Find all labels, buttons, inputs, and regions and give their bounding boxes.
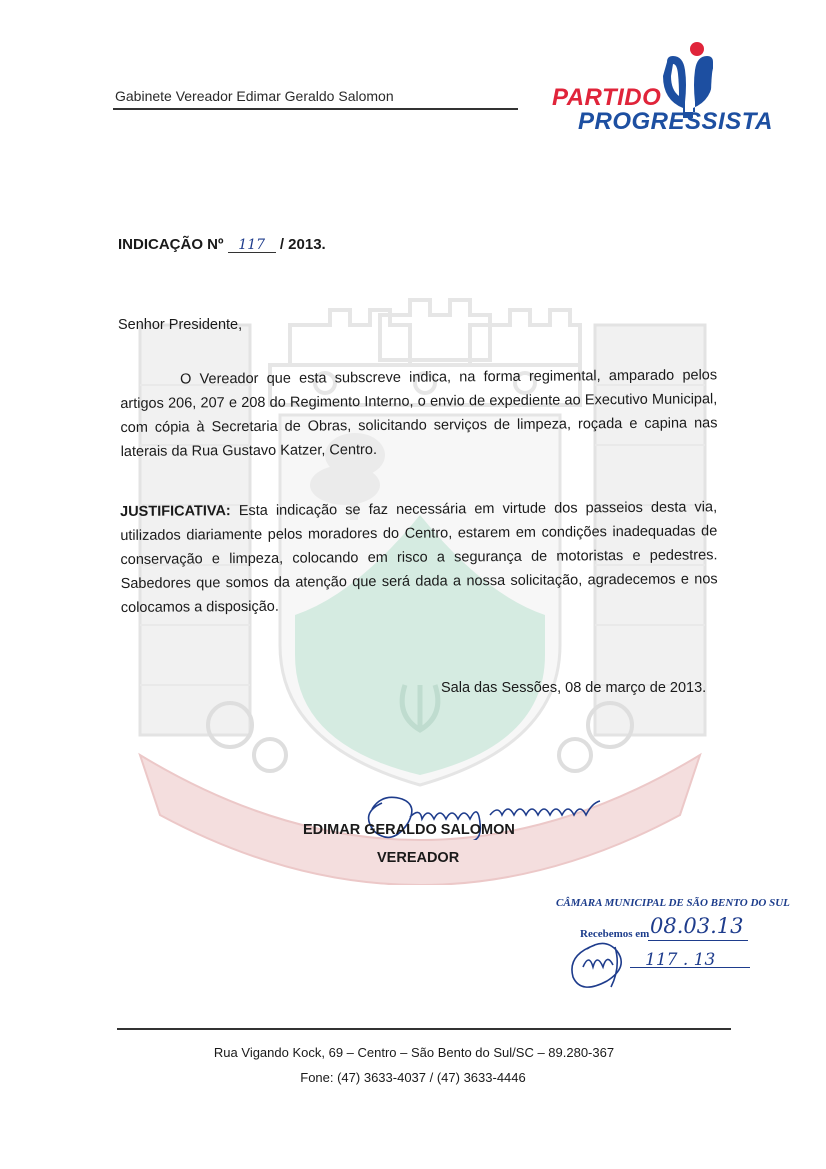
stamp-received-date: 08.03.13 (650, 914, 744, 938)
justification-text: Esta indicação se faz necessária em virtude dos passeios desta via, utilizados diariamente pelos moradores do Centro, estarem em condições inadequadas de conservação e limpeza, colocando em risco a segurança de motoristas e pedestres. Sabedores que somos da atenção que será dada a nossa solicitação, agradecemos e nos colocamos a disposição. (120, 499, 718, 616)
title-prefix: INDICAÇÃO Nº (118, 236, 224, 253)
document-title (118, 236, 326, 253)
justification-label: JUSTIFICATIVA: (120, 503, 231, 520)
body-paragraph: O Vereador que esta subscreve indica, na forma regimental, amparado pelos artigos 206, 207 e 208 do Regimento Interno, o envio de expediente ao Executivo Municipal, com cópia à Secretaria de Obras, solicitando serviços de limpeza, roçada e capina nas laterais da Rua Gustavo Katzer, Centro. (120, 367, 718, 460)
justification-paragraph (120, 495, 718, 620)
party-name-line1: PARTIDO (552, 84, 662, 111)
place-and-date: Sala das Sessões, 08 de março de 2013. (441, 680, 707, 696)
stamp-received-label: Recebemos em (580, 928, 650, 940)
footer-address (0, 1045, 826, 1060)
signer-title: VEREADOR (377, 850, 460, 866)
stamp-protocol-code: 117 . 13 (645, 950, 716, 970)
footer-divider (117, 1028, 731, 1030)
footer-address-text: Rua Vigando Kock, 69 – Centro – São Bento do Sul/SC – 89.280-367 (213, 1045, 615, 1060)
stamp-date-line (648, 940, 748, 941)
footer-phone: Fone: (47) 3633-4037 / (47) 3633-4446 (300, 1070, 526, 1085)
stamp-institution: CÂMARA MUNICIPAL DE SÃO BENTO DO SUL (556, 897, 790, 909)
party-name-line2: PROGRESSISTA (578, 108, 773, 135)
stamp-code-line (630, 967, 750, 968)
stamp-initials (565, 937, 645, 992)
office-header: Gabinete Vereador Edimar Geraldo Salomon (115, 88, 394, 104)
handwritten-number: 117 (228, 238, 276, 253)
header-divider (113, 108, 518, 110)
signer-name: EDIMAR GERALDO SALOMON (303, 822, 515, 838)
salutation: Senhor Presidente, (118, 317, 243, 333)
title-suffix: / 2013. (279, 236, 326, 253)
